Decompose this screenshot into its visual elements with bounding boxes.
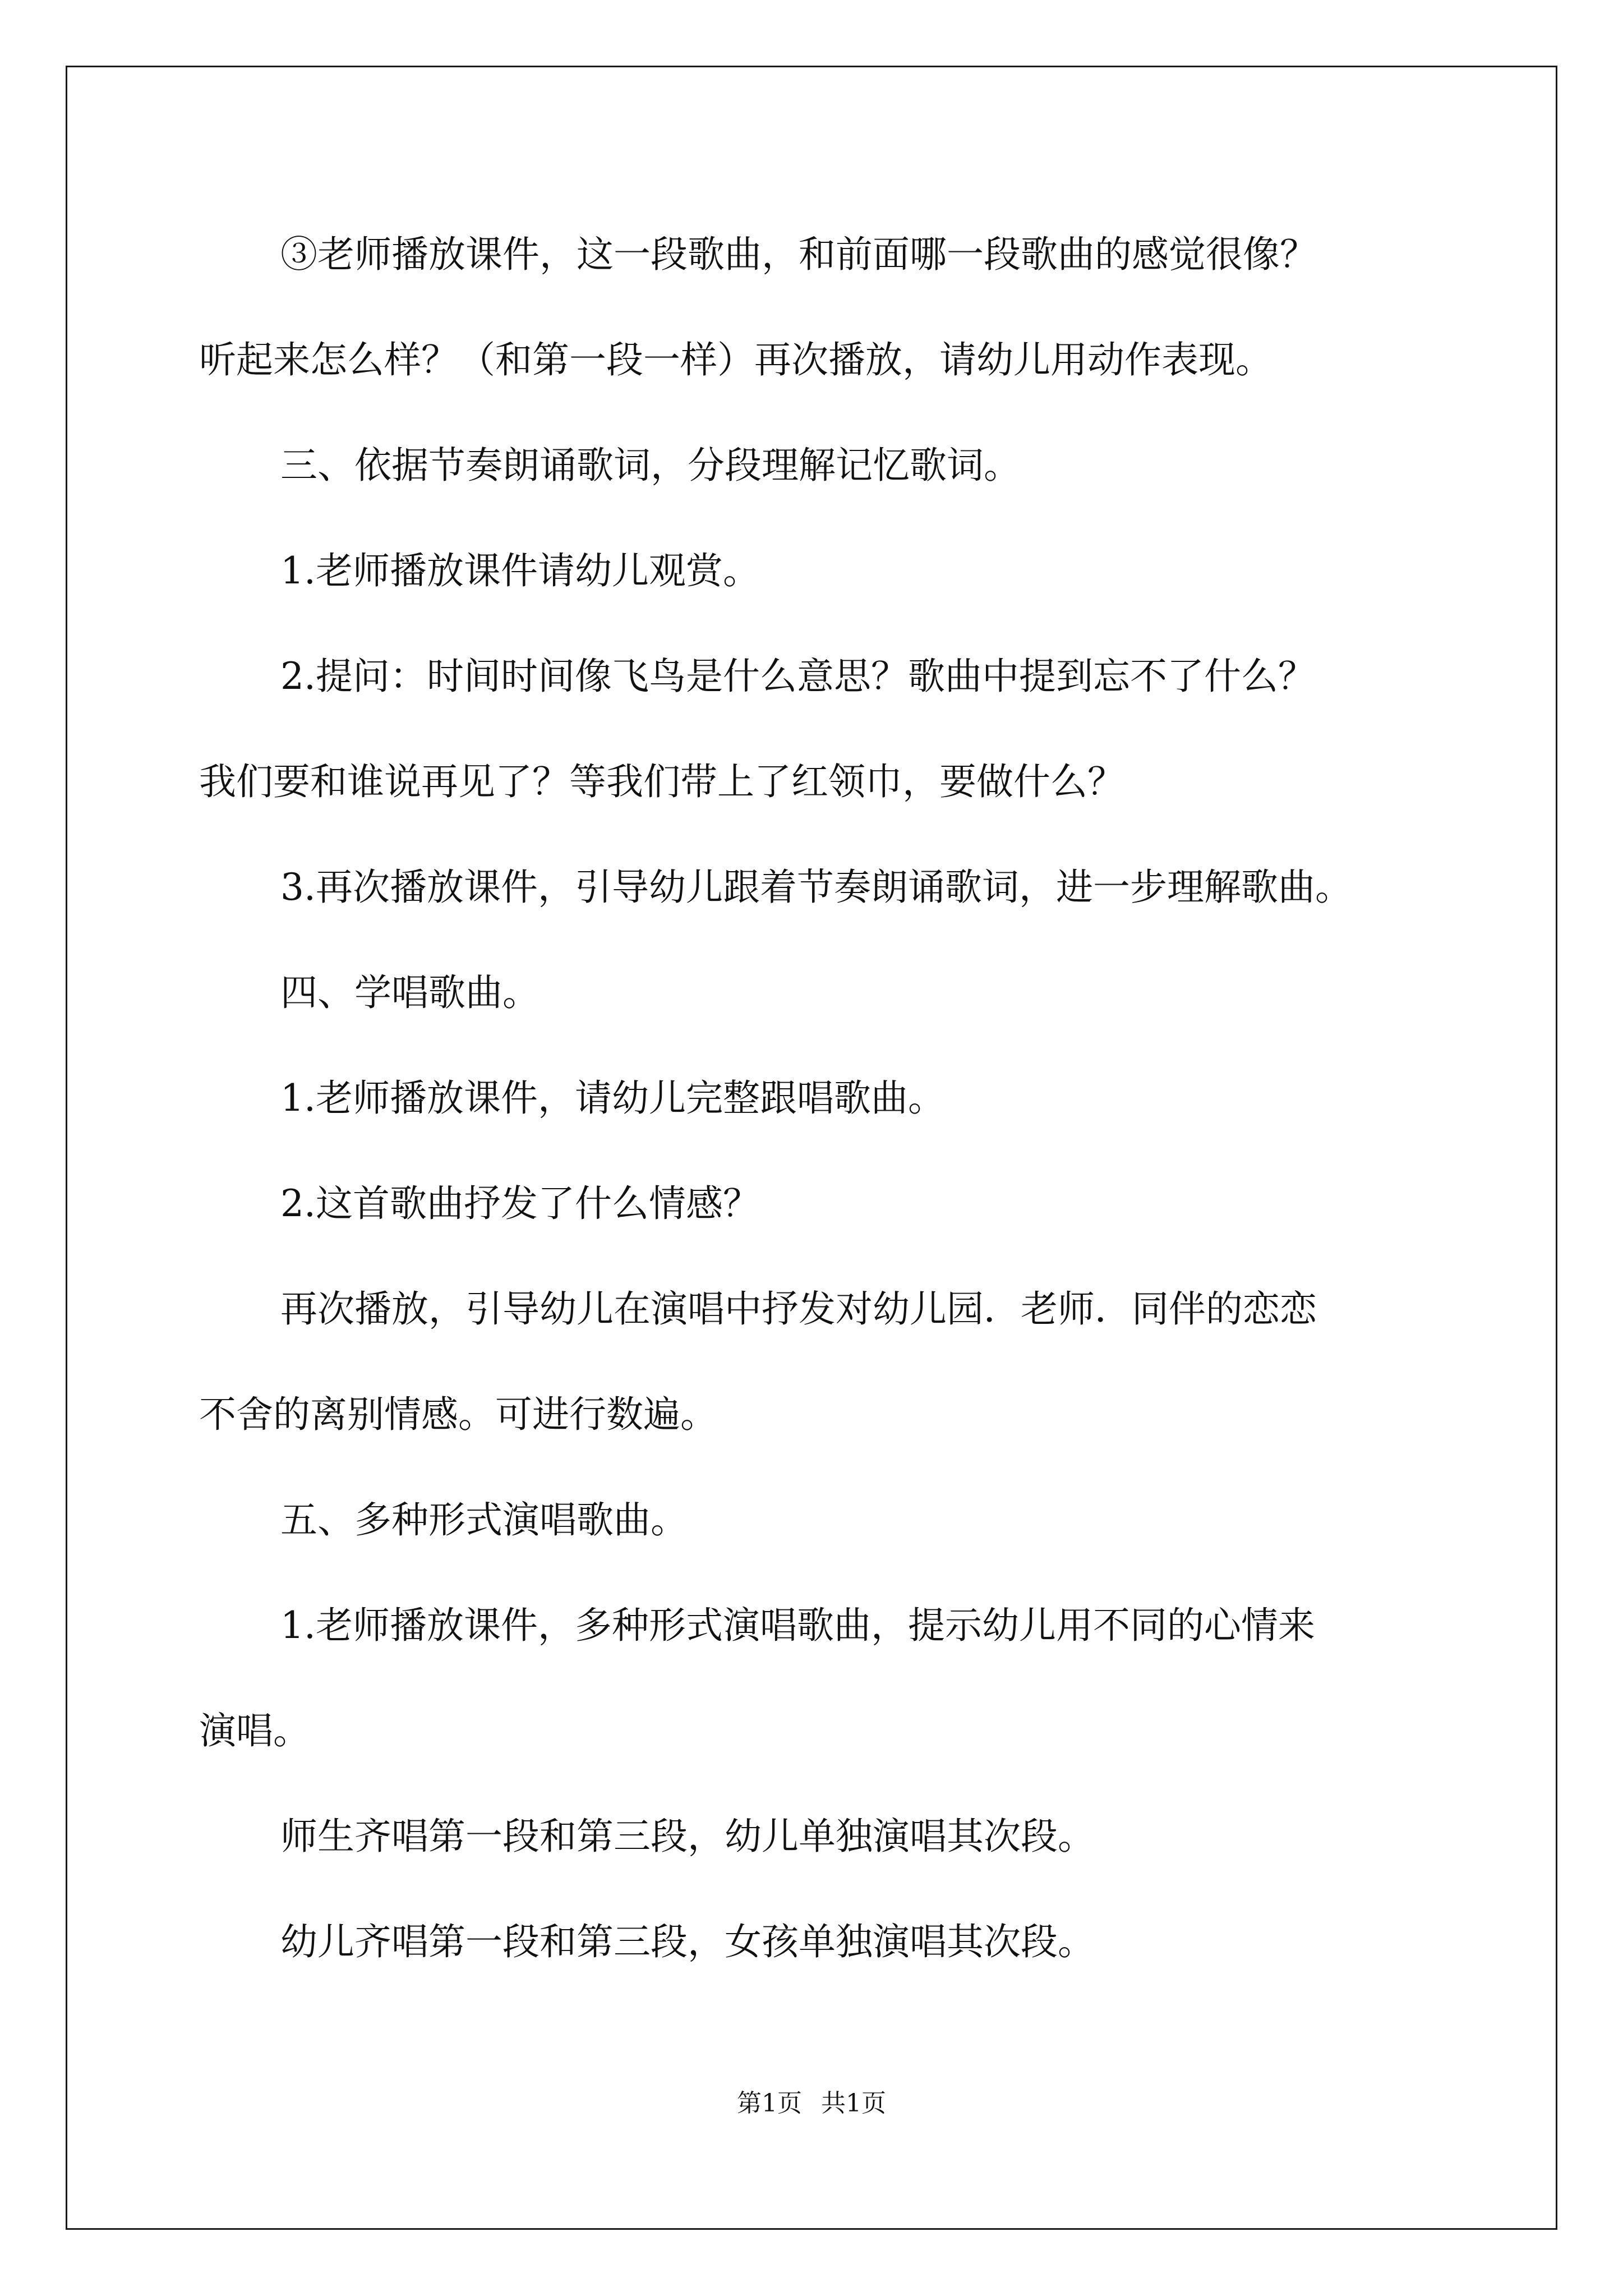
text-line: 1.老师播放课件，多种形式演唱歌曲，提示幼儿用不同的心情来 <box>280 1604 1315 1647</box>
text-line: 1.老师播放课件，请幼儿完整跟唱歌曲。 <box>280 1076 945 1120</box>
text-line: ③老师播放课件，这一段歌曲，和前面哪一段歌曲的感觉很像？ <box>280 233 1317 276</box>
text-line: 3.再次播放课件，引导幼儿跟着节奏朗诵歌词，进一步理解歌曲。 <box>280 866 1352 909</box>
page-total: 共1页 <box>821 2089 886 2118</box>
text-line: 不舍的离别情感。可进行数遍。 <box>199 1393 717 1436</box>
page-number: 第1页 <box>737 2089 802 2118</box>
text-line: 幼儿齐唱第一段和第三段，女孩单独演唱其次段。 <box>280 1920 1095 1963</box>
page-footer <box>0 2087 1623 2120</box>
section-heading: 五、多种形式演唱歌曲。 <box>280 1498 688 1542</box>
text-line: 1.老师播放课件请幼儿观赏。 <box>280 549 760 592</box>
text-line: 2.这首歌曲抒发了什么情感？ <box>280 1182 760 1225</box>
text-line: 2.提问：时间时间像飞鸟是什么意思？歌曲中提到忘不了什么？ <box>280 655 1315 698</box>
text-line: 师生齐唱第一段和第三段，幼儿单独演唱其次段。 <box>280 1815 1095 1858</box>
text-line: 演唱。 <box>199 1709 310 1752</box>
text-line: 听起来怎么样？（和第一段一样）再次播放，请幼儿用动作表现。 <box>199 338 1272 381</box>
document-body <box>199 202 1427 1995</box>
text-line: 我们要和谁说再见了？等我们带上了红领巾，要做什么？ <box>199 760 1124 803</box>
section-heading: 三、依据节奏朗诵歌词，分段理解记忆歌词。 <box>280 444 1021 487</box>
text-line: 再次播放，引导幼儿在演唱中抒发对幼儿园．老师．同伴的恋恋 <box>280 1287 1317 1331</box>
section-heading: 四、学唱歌曲。 <box>280 971 540 1014</box>
